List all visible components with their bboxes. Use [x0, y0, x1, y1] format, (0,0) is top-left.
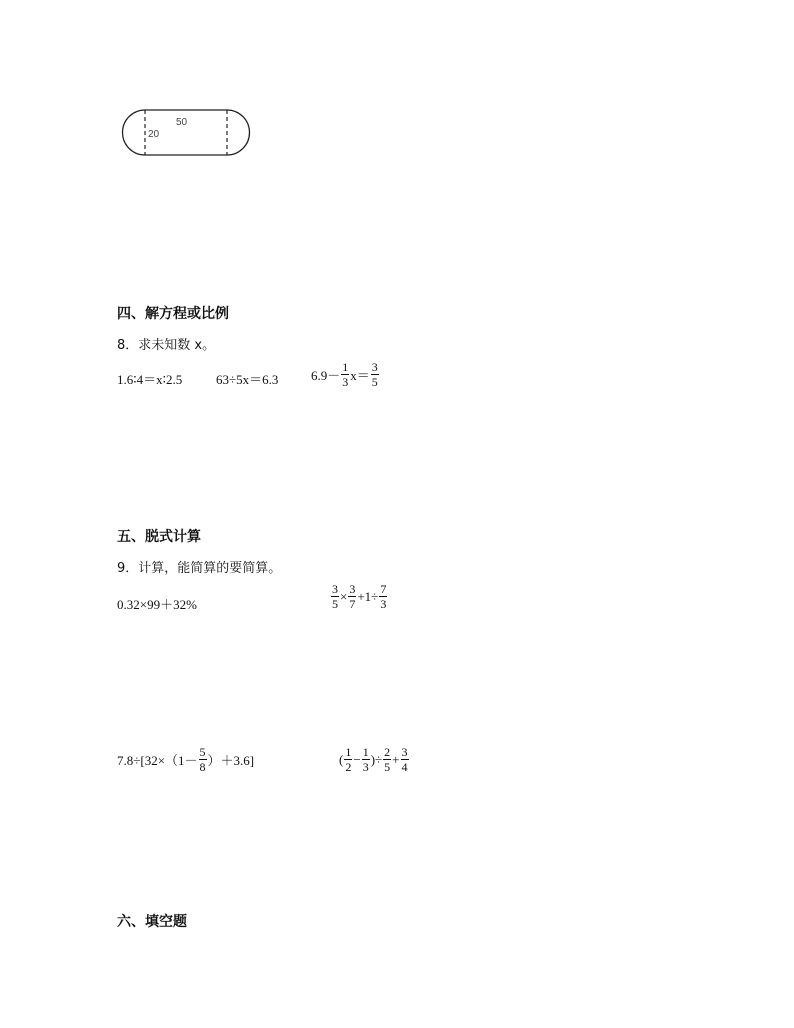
operator: −	[353, 751, 361, 767]
section6-heading: 六、填空题	[117, 914, 187, 930]
calc-3-part: ）＋3.6]	[207, 753, 255, 768]
operator: ×	[340, 588, 348, 604]
fraction: $\frac{7}{3}$	[380, 582, 387, 611]
operator: +1÷	[357, 588, 379, 604]
fraction: $\frac{1}{3}$	[342, 360, 349, 389]
operator: +	[392, 751, 400, 767]
fraction: $\frac{3}{5}$	[371, 360, 378, 389]
fraction: $\frac{2}{5}$	[384, 745, 391, 774]
track-figure	[118, 105, 258, 161]
fraction: $\frac{3}{5}$	[332, 582, 338, 611]
fraction: $\frac{3}{7}$	[349, 582, 356, 611]
question-9: 9．计算，能简算的要简算。	[117, 561, 282, 576]
calc-3	[117, 746, 254, 773]
fraction: $\frac{3}{4}$	[401, 745, 408, 774]
width-label: 20	[148, 129, 160, 140]
section5-heading: 五、脱式计算	[117, 529, 201, 545]
equation-3	[311, 361, 380, 388]
length-label: 50	[176, 117, 188, 128]
fraction: $\frac{1}{2}$	[345, 745, 352, 774]
equation-3-part: x＝	[350, 368, 370, 383]
calc-1-text: 0.32×99＋32%	[117, 597, 197, 612]
equation-1	[117, 369, 182, 388]
fraction: $\frac{1}{3}$	[362, 745, 369, 774]
calc-1	[117, 594, 197, 613]
section4-heading: 四、解方程或比例	[117, 306, 229, 322]
equation-2-text: 63÷5x＝6.3	[216, 372, 279, 387]
equation-3-part: 6.9－	[311, 368, 341, 383]
operator: (	[339, 751, 344, 767]
equation-2	[216, 369, 278, 388]
calc-4	[339, 746, 410, 773]
operator: )÷	[370, 751, 383, 767]
calc-2	[330, 583, 388, 610]
calc-3-part: 7.8÷[32×（1－	[117, 753, 198, 768]
question-8: 8．求未知数 x。	[117, 338, 216, 353]
equation-1-text: 1.6∶4＝x∶2.5	[117, 372, 183, 387]
fraction: $\frac{5}{8}$	[199, 745, 206, 774]
